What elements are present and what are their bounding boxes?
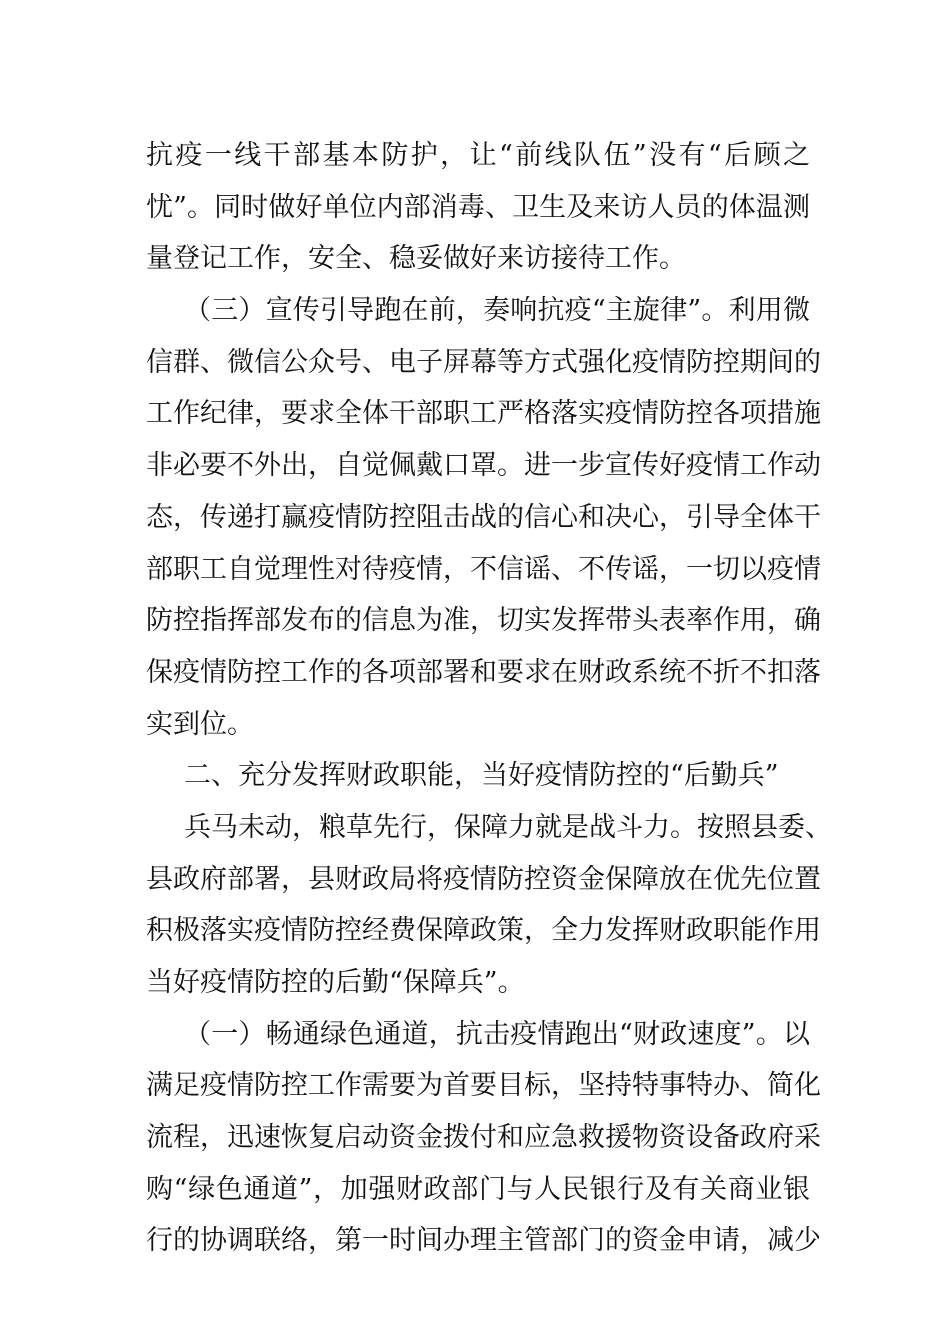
text-line: 保疫情防控工作的各项部署和要求在财政系统不折不扣落 [146,656,821,688]
text-line: 满足疫情防控工作需要为首要目标，坚持特事特办、简化 [146,1070,821,1102]
text-line: 忧”。同时做好单位内部消毒、卫生及来访人员的体温测 [146,191,810,223]
section-heading-line: （三）宣传引导跑在前，奏响抗疫“主旋律”。利用微 [184,295,810,327]
text-line: 防控指挥部发布的信息为准，切实发挥带头表率作用，确 [146,605,821,637]
section-heading-line: （一）畅通绿色通道，抗击疫情跑出“财政速度”。以 [184,1018,810,1050]
text-line: 积极落实疫情防控经费保障政策，全力发挥财政职能作用 [146,915,821,947]
text-line: 兵马未动，粮草先行，保障力就是战斗力。按照县委、 [184,811,832,843]
text-line: 实到位。 [146,708,254,740]
text-line: 工作纪律，要求全体干部职工严格落实疫情防控各项措施 [146,398,821,430]
text-line: 量登记工作，安全、稳妥做好来访接待工作。 [146,243,686,275]
body-text [146,130,832,1267]
text-line: 流程，迅速恢复启动资金拨付和应急救援物资设备政府采 [146,1122,821,1154]
text-line: 部职工自觉理性对待疫情，不信谣、不传谣，一切以疫情 [146,553,821,585]
chapter-heading: 二、充分发挥财政职能，当好疫情防控的“后勤兵” [184,760,779,792]
text-line: 抗疫一线干部基本防护，让“前线队伍”没有“后顾之 [146,140,810,171]
text-line: 行的协调联络，第一时间办理主管部门的资金申请，减少 [146,1225,821,1257]
text-line: 态，传递打赢疫情防控阻击战的信心和决心，引导全体干 [146,501,821,533]
text-line: 信群、微信公众号、电子屏幕等方式强化疫情防控期间的 [146,346,821,378]
text-line: 购“绿色通道”，加强财政部门与人民银行及有关商业银 [146,1173,810,1205]
text-line: 非必要不外出，自觉佩戴口罩。进一步宣传好疫情工作动 [146,450,821,482]
text-line: 当好疫情防控的后勤“保障兵”。 [146,967,525,998]
text-line: 县政府部署，县财政局将疫情防控资金保障放在优先位置 [146,863,821,895]
